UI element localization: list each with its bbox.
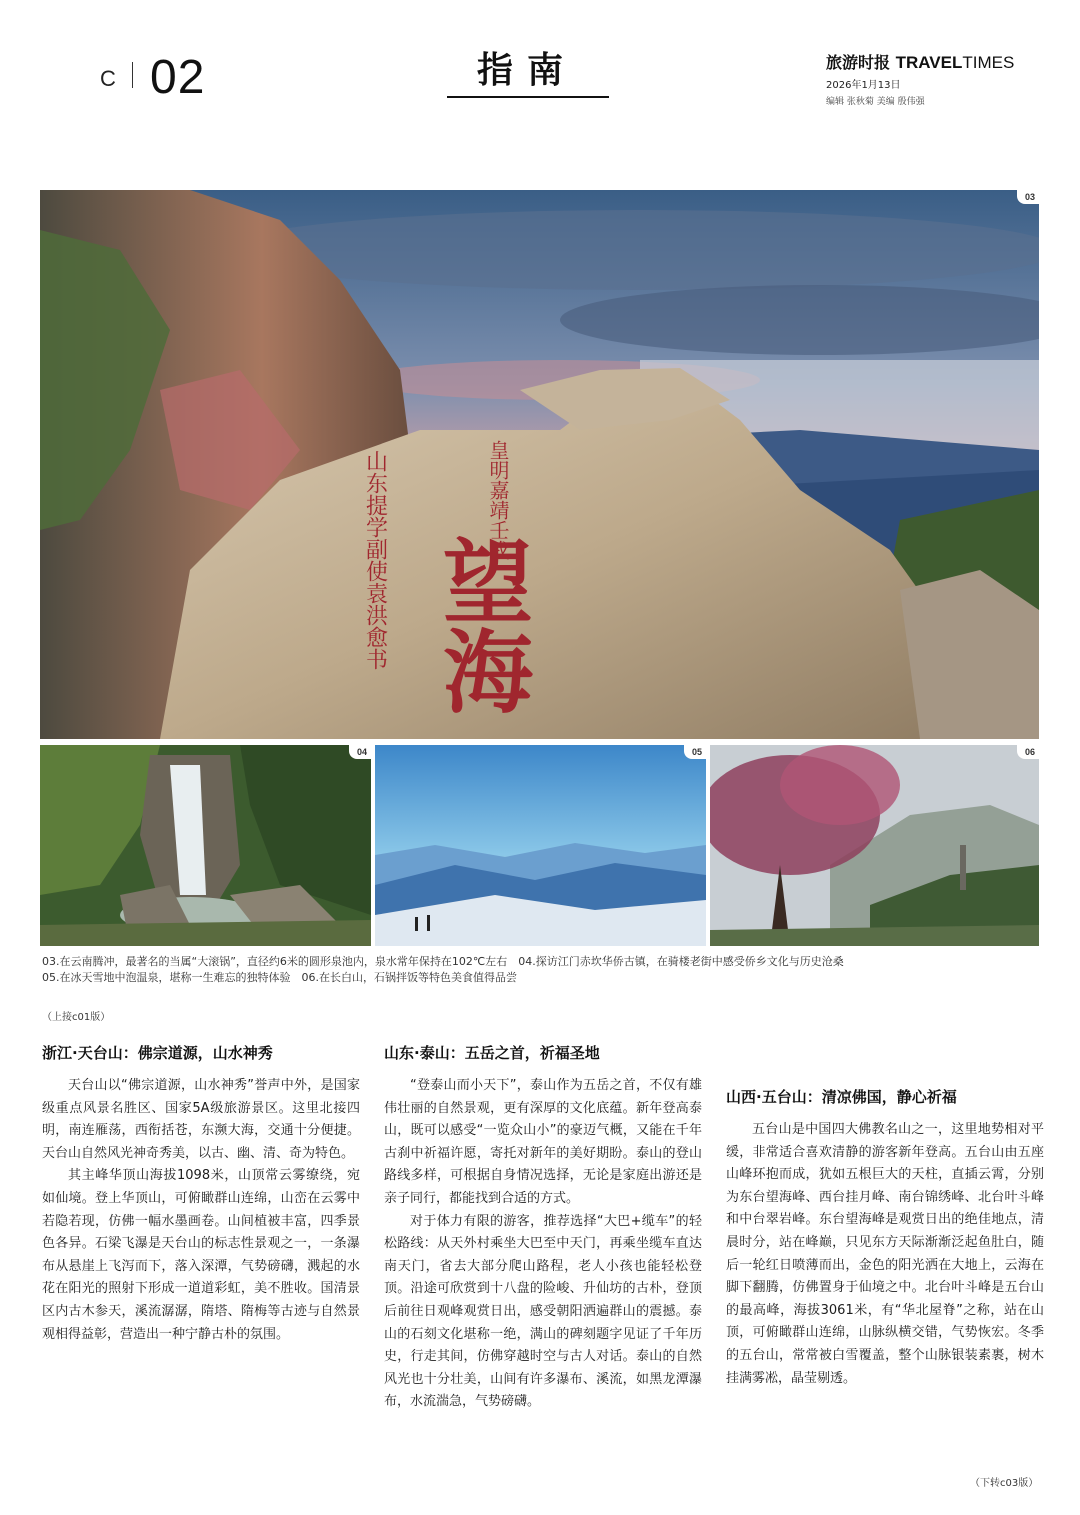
article-heading: 浙江·天台山：佛宗道源，山水神秀 (42, 1044, 273, 1062)
article-paragraph: 天台山以“佛宗道源，山水神秀”誉声中外，是国家级重点风景名胜区、国家5A级旅游景区。这里北接四明，南连雁荡，西衔括苍，东濒大海，交通十分便捷。天台山自然风光神奇秀美，以古、幽、清、奇为特色。 (42, 1078, 360, 1161)
brand-logo (826, 50, 1014, 73)
masthead (826, 50, 1014, 107)
rock-inscription-author: 山东提学副使袁洪愈书 (362, 450, 388, 670)
article-heading: 山东·泰山：五岳之首，祈福圣地 (384, 1044, 600, 1062)
photo-05-snow-sunrise (375, 745, 706, 946)
photo-05-tag: 05 (684, 745, 706, 759)
page-marker-divider (132, 62, 133, 88)
article-tiantaishan (42, 1042, 360, 1346)
photo-captions (42, 954, 1042, 986)
continued-to-note: （下转c03版） (970, 1478, 1039, 1489)
rock-inscription-wanghai: 望海 (427, 535, 533, 715)
article-heading: 山西·五台山：清凉佛国，静心祈福 (726, 1088, 957, 1106)
section-title-rule (447, 96, 609, 98)
section-code: C (100, 66, 118, 91)
article-paragraph: “登泰山而小天下”，泰山作为五岳之首，不仅有雄伟壮丽的自然景观，更有深厚的文化底蕴。新年登高泰山，既可以感受“一览众山小”的豪迈气概，又能在千年古刹中祈福许愿，寄托对新年的美好期盼。泰山的登山路线多样，可根据自身情况选择，无论是家庭出游还是亲子同行，都能找到合适的方式。 (384, 1078, 702, 1206)
brand-en-light: TIMES (962, 53, 1015, 72)
page-number: 02 (150, 51, 206, 104)
issue-date: 2026年1月13日 (826, 80, 901, 91)
article-taishan (384, 1042, 702, 1414)
photo-06-tag: 06 (1017, 745, 1039, 759)
photo-03-taishan-rock (40, 190, 1039, 739)
section-title: 指南 (476, 50, 577, 91)
brand-en-bold: TRAVEL (895, 53, 963, 72)
photo-06-blossom (710, 745, 1039, 946)
continued-from-note: （上接c01版） (42, 1012, 111, 1023)
article-paragraph: 其主峰华顶山海拔1098米，山顶常云雾缭绕，宛如仙境。登上华顶山，可俯瞰群山连绵，山峦在云雾中若隐若现，仿佛一幅水墨画卷。山间植被丰富，四季景色各异。石梁飞瀑是天台山的标志性景观之一，一条瀑布从悬崖上飞泻而下，落入深潭，气势磅礴，溅起的水花在阳光的照射下形成一道道彩虹，美不胜收。国清景区内古木参天，溪流潺潺，隋塔、隋梅等古迹与自然景观相得益彰，营造出一种宁静古朴的氛围。 (42, 1168, 360, 1342)
photo-03-image (40, 190, 1039, 739)
rock-inscription-date: 皇明嘉靖壬戌 (486, 440, 510, 560)
caption-line-1: 03.在云南腾冲，最著名的当属“大滚锅”，直径约6米的圆形泉池内，泉水常年保持在102℃左右 04.探访江门赤坎华侨古镇，在骑楼老街中感受侨乡文化与历史沧桑 (42, 955, 844, 968)
article-paragraph: 五台山是中国四大佛教名山之一，这里地势相对平缓，非常适合喜欢清静的游客新年登高。五台山由五座山峰环抱而成，犹如五根巨大的天柱，直插云霄，分别为东台望海峰、西台挂月峰、南台锦绣峰、北台叶斗峰和中台翠岩峰。东台望海峰是观赏日出的绝佳地点，清晨时分，站在峰巅，只见东方天际渐渐泛起鱼肚白，随后一轮红日喷薄而出，金色的阳光洒在大地上，云海在脚下翻腾，仿佛置身于仙境之中。北台叶斗峰是五台山的最高峰，海拔3061米，有“华北屋脊”之称，站在山顶，可俯瞰群山连绵，山脉纵横交错，气势恢宏。冬季的五台山，常常被白雪覆盖，整个山脉银装素裹，树木挂满雾凇，晶莹剔透。 (726, 1122, 1044, 1386)
brand-cn: 旅游时报 (826, 53, 891, 72)
article-paragraph: 对于体力有限的游客，推荐选择“大巴+缆车”的轻松路线：从天外村乘坐大巴至中天门，再乘坐缆车直达南天门，省去大部分爬山路程，老人小孩也能轻松登顶。沿途可欣赏到十八盘的险峻、升仙坊的古朴，登顶后前往日观峰观赏日出，感受朝阳洒遍群山的震撼。泰山的石刻文化堪称一绝，满山的碑刻题字见证了千年历史，行走其间，仿佛穿越时空与古人对话。泰山的自然风光也十分壮美，山间有许多瀑布、溪流，如黑龙潭瀑布，水流湍急，气势磅礴。 (384, 1213, 702, 1410)
caption-line-2: 05.在冰天雪地中泡温泉，堪称一生难忘的独特体验 06.在长白山，石锅拌饭等特色美食值得品尝 (42, 971, 517, 984)
photo-06-image (710, 745, 1039, 946)
photo-04-waterfall (40, 745, 371, 946)
photo-03-tag: 03 (1017, 190, 1039, 204)
article-wutaishan (726, 1086, 1044, 1390)
photo-04-tag: 04 (349, 745, 371, 759)
photo-04-image (40, 745, 371, 946)
staff-credits: 编辑 张秋菊 美编 殷伟强 (826, 97, 925, 107)
photo-05-image (375, 745, 706, 946)
